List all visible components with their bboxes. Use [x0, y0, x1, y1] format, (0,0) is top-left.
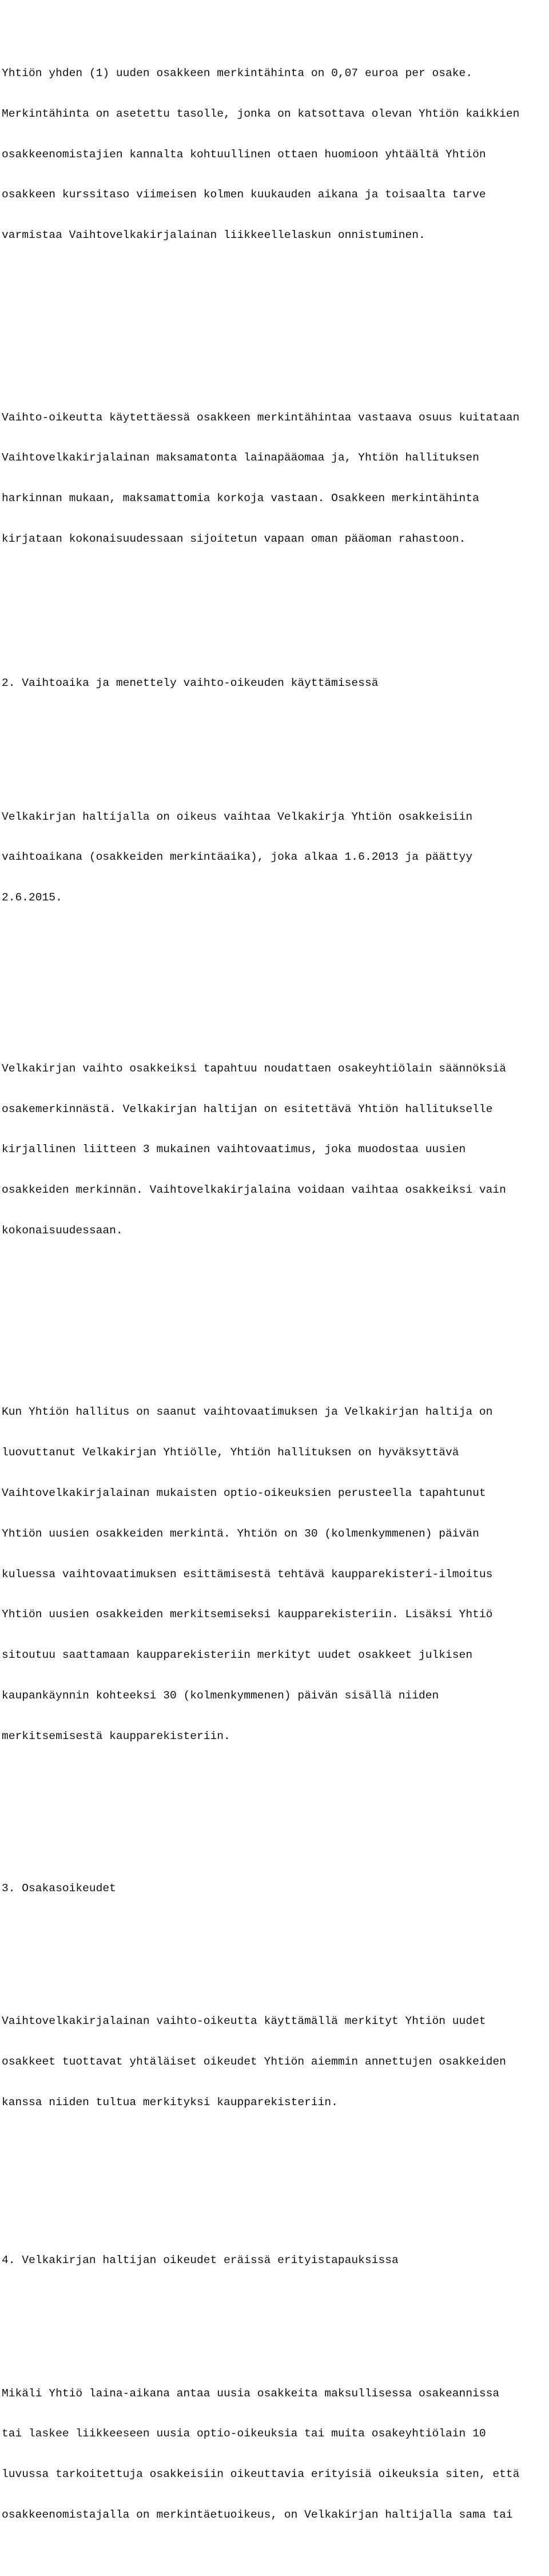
text-line: Merkintähinta on asetettu tasolle, jonka on katsottava olevan Yhtiön kaikkien: [2, 107, 520, 120]
text-line: Vaihtovelkakirjalainan vaihto-oikeutta käyttämällä merkityt Yhtiön uudet: [2, 2015, 486, 2028]
text-line: Velkakirjan haltijalla on oikeus vaihtaa Velkakirja Yhtiön osakkeisiin: [2, 810, 473, 823]
text-line: Kun Yhtiön hallitus on saanut vaihtovaatimuksen ja Velkakirjan haltija on: [2, 1406, 493, 1419]
text-line: varmistaa Vaihtovelkakirjalainan liikkeellelaskun onnistuminen.: [2, 229, 425, 242]
paragraph-exchange-procedure: [2, 1035, 548, 1265]
text-line: kirjataan kokonaisuudessaan sijoitetun vapaan oman pääoman rahastoon.: [2, 532, 466, 545]
text-line: Mikäli Yhtiö laina-aikana antaa uusia osakkeita maksullisessa osakeannissa: [2, 2387, 500, 2400]
text-line: Yhtiön uusien osakkeiden merkitsemiseksi kaupparekisteriin. Lisäksi Yhtiö: [2, 1608, 493, 1621]
section-heading-2: 2. Vaihtoaika ja menettely vaihto-oikeuden käyttämisessä: [2, 677, 379, 690]
text-line: merkitsemisestä kaupparekisteriin.: [2, 1729, 230, 1743]
paragraph-special-cases: [2, 2360, 548, 2549]
text-line: 2.6.2015.: [2, 891, 62, 904]
paragraph-shareholder-rights: [2, 1988, 548, 2137]
text-line: osakemerkinnästä. Velkakirjan haltijan on esitettävä Yhtiön hallitukselle: [2, 1102, 493, 1116]
text-line: osakkeenomistajalla on merkintäetuoikeus, on Velkakirjan haltijalla sama tai: [2, 2508, 513, 2521]
text-line: kaupankäynnin kohteeksi 30 (kolmenkymmenen) päivän sisällä niiden: [2, 1689, 439, 1702]
spacer: [2, 1305, 548, 1338]
paragraph-board-approval: [2, 1379, 548, 1770]
text-line: sitoutuu saattamaan kaupparekisteriin merkityt uudet osakkeet julkisen: [2, 1649, 473, 1662]
text-line: vaihtoaikana (osakkeiden merkintäaika), joka alkaa 1.6.2013 ja päättyy: [2, 851, 473, 864]
text-line: Vaihtovelkakirjalainan mukaisten optio-oikeuksien perusteella tapahtunut: [2, 1486, 486, 1499]
paragraph-subscription-price: [2, 40, 548, 269]
text-line: kuluessa vaihtovaatimuksen esittämisestä tehtävä kaupparekisteri-ilmoitus: [2, 1567, 493, 1581]
text-line: osakkeenomistajien kannalta kohtuullinen ottaen huomioon yhtäältä Yhtiön: [2, 148, 486, 161]
text-line: harkinnan mukaan, maksamattomia korkoja vastaan. Osakkeen merkintähinta: [2, 492, 479, 505]
spacer: [2, 2177, 548, 2213]
spacer: [2, 973, 548, 995]
spacer: [2, 310, 548, 344]
spacer: [2, 731, 548, 743]
text-line: luvussa tarkoitettuja osakkeisiin oikeuttavia erityisiä oikeuksia siten, että: [2, 2468, 520, 2481]
spacer: [2, 2308, 548, 2320]
text-line: tai laskee liikkeeseen uusia optio-oikeuksia tai muita osakeyhtiölain 10: [2, 2427, 486, 2440]
section-heading-3: 3. Osakasoikeudet: [2, 1882, 116, 1895]
spacer: [2, 614, 548, 637]
section-heading-4: 4. Velkakirjan haltijan oikeudet eräissä erityistapauksissa: [2, 2254, 399, 2267]
text-line: Vaihtovelkakirjalainan maksamatonta lainapääomaa ja, Yhtiön hallituksen: [2, 451, 479, 465]
document-page: [2, 0, 548, 2576]
text-line: osakkeet tuottavat yhtäläiset oikeudet Yhtiön aiemmin annettujen osakkeiden: [2, 2055, 506, 2069]
paragraph-set-off: [2, 384, 548, 573]
text-line: kanssa niiden tultua merkityksi kaupparekisteriin.: [2, 2095, 338, 2109]
text-line: Vaihto-oikeutta käytettäessä osakkeen merkintähintaa vastaava osuus kuitataan: [2, 411, 520, 424]
paragraph-exchange-period: [2, 783, 548, 932]
text-line: Velkakirjan vaihto osakkeiksi tapahtuu noudattaen osakeyhtiölain säännöksiä: [2, 1062, 506, 1075]
text-line: osakkeiden merkinnän. Vaihtovelkakirjalaina voidaan vaihtaa osakkeiksi vain: [2, 1184, 506, 1197]
text-line: kokonaisuudessaan.: [2, 1224, 123, 1237]
text-line: osakkeen kurssitaso viimeisen kolmen kuukauden aikana ja toisaalta tarve: [2, 188, 486, 201]
text-line: Yhtiön yhden (1) uuden osakkeen merkintähinta on 0,07 euroa per osake.: [2, 66, 473, 80]
spacer: [2, 1936, 548, 1947]
text-line: kirjallinen liitteen 3 mukainen vaihtovaatimus, joka muodostaa uusien: [2, 1143, 466, 1156]
spacer: [2, 1811, 548, 1841]
text-line: luovuttanut Velkakirjan Yhtiölle, Yhtiön hallituksen on hyväksyttävä: [2, 1446, 459, 1459]
text-line: Yhtiön uusien osakkeiden merkintä. Yhtiön on 30 (kolmenkymmenen) päivän: [2, 1527, 479, 1540]
